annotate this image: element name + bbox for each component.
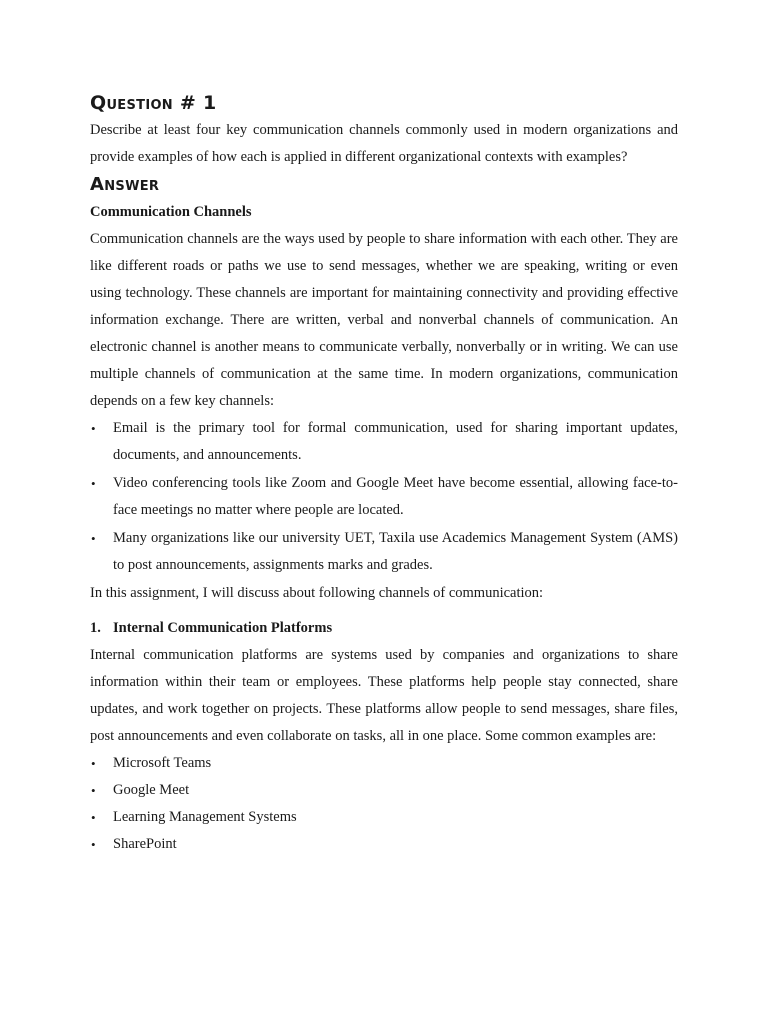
section-1-number: 1. xyxy=(90,620,101,636)
bullet-icon: • xyxy=(91,810,96,825)
list-item xyxy=(90,470,678,524)
list-item-text: Google Meet xyxy=(113,782,190,798)
list-item-text: Many organizations like our university UET, Taxila use Academics Management System (AMS) to post announcements, assignments marks and grades. xyxy=(113,530,678,573)
list-item xyxy=(90,777,678,804)
bullet-icon: • xyxy=(91,531,96,546)
transition-paragraph: In this assignment, I will discuss about following channels of communication: xyxy=(90,585,544,601)
list-item-text: Email is the primary tool for formal communication, used for sharing important updates, documents, and announcements. xyxy=(113,420,678,463)
list-item xyxy=(90,415,678,469)
intro-paragraph: Communication channels are the ways used by people to share information with each other. They are like different roads or paths we use to send messages, whether we are speaking, writing or even using technology. These channels are important for maintaining connectivity and providing effective information exchange. There are written, verbal and nonverbal channels of communication. An electronic channel is another means to communicate verbally, nonverbally or in writing. We can use multiple channels of communication at the same time. In modern organizations, communication depends on a few key channels: xyxy=(90,231,678,409)
bullet-icon: • xyxy=(91,783,96,798)
question-title: Question # 1 xyxy=(90,92,217,114)
channels-bullet-list xyxy=(90,415,678,579)
section-1-heading xyxy=(90,615,678,642)
document-body xyxy=(90,88,678,858)
list-item xyxy=(90,750,678,777)
communication-channels-heading: Communication Channels xyxy=(90,204,252,220)
platform-examples-list xyxy=(90,750,678,858)
question-text: Describe at least four key communication channels commonly used in modern organizations and provide examples of how each is applied in different organizational contexts with examples? xyxy=(90,122,678,165)
list-item-text: Video conferencing tools like Zoom and Google Meet have become essential, allowing face-to-face meetings no matter where people are located. xyxy=(113,475,678,518)
bullet-icon: • xyxy=(91,476,96,491)
list-item-text: SharePoint xyxy=(113,836,177,852)
bullet-icon: • xyxy=(91,756,96,771)
list-item-text: Microsoft Teams xyxy=(113,755,212,771)
list-item xyxy=(90,525,678,579)
bullet-icon: • xyxy=(91,421,96,436)
list-item xyxy=(90,804,678,831)
answer-title: Answer xyxy=(90,174,160,195)
bullet-icon: • xyxy=(91,837,96,852)
section-1-paragraph: Internal communication platforms are systems used by companies and organizations to share information within their team or employees. These platforms help people stay connected, share updates, and work together on projects. These platforms allow people to send messages, share files, post announcements and even collaborate on tasks, all in one place. Some common examples are: xyxy=(90,647,678,744)
section-1-title: Internal Communication Platforms xyxy=(113,620,333,636)
list-item xyxy=(90,831,678,858)
list-item-text: Learning Management Systems xyxy=(113,809,297,825)
